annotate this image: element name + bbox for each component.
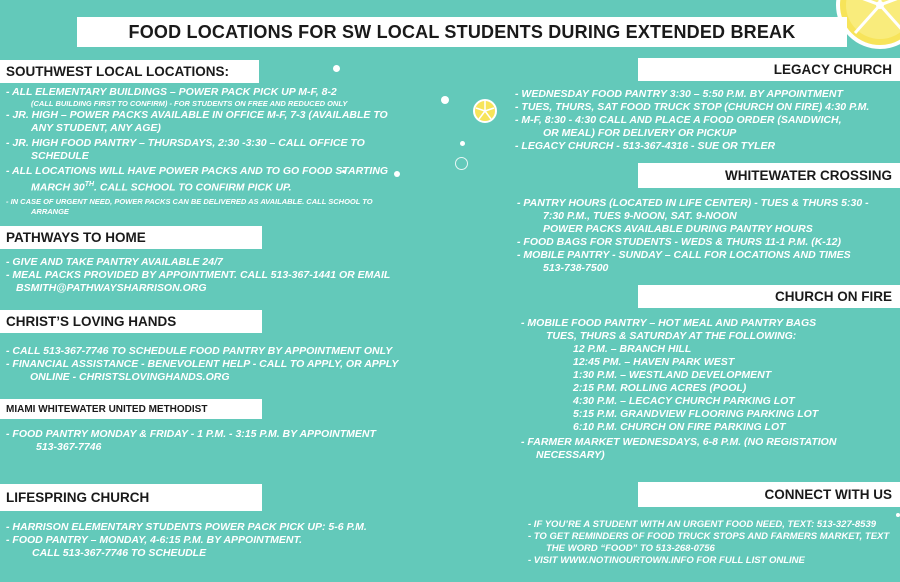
whitewater-line: - FOOD BAGS FOR STUDENTS - WEDS & THURS 11-1 P.M. (K-12) — [517, 236, 841, 248]
southwest-date-suffix: TH — [84, 181, 95, 188]
southwest-date: MARCH 30 — [31, 181, 85, 194]
fire-header: CHURCH ON FIRE — [638, 285, 900, 308]
fire-stop: 12 P.M. – BRANCH HILL — [573, 343, 692, 355]
pathways-line: BSMITH@PATHWAYSHARRISON.ORG — [16, 282, 207, 294]
legacy-line: - LEGACY CHURCH - 513-367-4316 - SUE OR TYLER — [515, 140, 776, 152]
bubble-decoration — [394, 171, 400, 177]
pathways-body — [6, 256, 390, 295]
fire-stop: 2:15 P.M. ROLLING ACRES (POOL) — [573, 382, 747, 394]
southwest-line: - JR. HIGH FOOD PANTRY – THURSDAYS, 2:30 -3:30 – CALL OFFICE TO — [6, 137, 365, 149]
whitewater-line: 7:30 P.M., TUES 9-NOON, SAT. 9-NOON — [543, 210, 737, 222]
southwest-line: (CALL BUILDING FIRST TO CONFIRM) - FOR STUDENTS ON FREE AND REDUCED ONLY — [31, 99, 348, 108]
southwest-header: SOUTHWEST LOCAL LOCATIONS: — [0, 60, 259, 83]
christs-line: ONLINE - CHRISTSLOVINGHANDS.ORG — [30, 371, 230, 383]
pathways-line: - MEAL PACKS PROVIDED BY APPOINTMENT. CALL 513-367-1441 OR EMAIL — [6, 269, 391, 281]
bubble-decoration — [896, 513, 900, 517]
lifespring-body — [6, 521, 367, 560]
southwest-date-rest: . CALL SCHOOL TO CONFIRM PICK UP. — [94, 181, 292, 194]
connect-line: THE WORD “FOOD” TO 513-268-0756 — [546, 543, 715, 554]
connect-line: - TO GET REMINDERS OF FOOD TRUCK STOPS AND FARMERS MARKET, TEXT — [528, 531, 890, 542]
connect-body — [528, 519, 889, 567]
southwest-line: SCHEDULE — [31, 150, 89, 162]
connect-header: CONNECT WITH US — [638, 482, 900, 507]
southwest-line: - ALL ELEMENTARY BUILDINGS – POWER PACK PICK UP M-F, 8-2 — [6, 86, 337, 98]
miami-line: - FOOD PANTRY MONDAY & FRIDAY - 1 P.M. - 3:15 P.M. BY APPOINTMENT — [6, 428, 376, 440]
whitewater-body — [517, 197, 869, 275]
christs-header: CHRIST’S LOVING HANDS — [0, 310, 262, 333]
small-lemon-icon — [473, 99, 497, 123]
lifespring-header: LIFESPRING CHURCH — [0, 484, 262, 511]
fire-stop: 4:30 P.M. – LECACY CHURCH PARKING LOT — [573, 395, 795, 407]
fire-stop: 5:15 P.M. GRANDVIEW FLOORING PARKING LOT — [573, 408, 819, 420]
pathways-line: - GIVE AND TAKE PANTRY AVAILABLE 24/7 — [6, 256, 223, 268]
whitewater-line: POWER PACKS AVAILABLE DURING PANTRY HOURS — [543, 223, 813, 235]
fire-line: TUES, THURS & SATURDAY AT THE FOLLOWING: — [546, 330, 797, 342]
connect-line: - IF YOU’RE A STUDENT WITH AN URGENT FOOD NEED, TEXT: 513-327-8539 — [528, 519, 877, 530]
legacy-line: - M-F, 8:30 - 4:30 CALL AND PLACE A FOOD ORDER (SANDWICH, — [515, 114, 842, 126]
pathways-header: PATHWAYS TO HOME — [0, 226, 262, 249]
southwest-line: ANY STUDENT, ANY AGE) — [31, 122, 161, 134]
legacy-line: OR MEAL) FOR DELIVERY OR PICKUP — [543, 127, 737, 139]
legacy-header: LEGACY CHURCH — [638, 58, 900, 81]
southwest-line: - IN CASE OF URGENT NEED, POWER PACKS CAN BE DELIVERED AS AVAILABLE. CALL SCHOOL TO — [6, 196, 373, 206]
southwest-line: ARRANGE — [31, 206, 69, 216]
whitewater-header: WHITEWATER CROSSING — [638, 163, 900, 188]
lifespring-line: - FOOD PANTRY – MONDAY, 4-6:15 P.M. BY APPOINTMENT. — [6, 534, 302, 546]
whitewater-line: - MOBILE PANTRY - SUNDAY – CALL FOR LOCATIONS AND TIMES — [517, 249, 851, 261]
legacy-line: - TUES, THURS, SAT FOOD TRUCK STOP (CHURCH ON FIRE) 4:30 P.M. — [515, 101, 870, 113]
southwest-line: - JR. HIGH – POWER PACKS AVAILABLE IN OFFICE M-F, 7-3 (AVAILABLE TO — [6, 109, 388, 121]
christs-line: - FINANCIAL ASSISTANCE - BENEVOLENT HELP - CALL TO APPLY, OR APPLY — [6, 358, 399, 370]
fire-line: NECESSARY) — [536, 449, 605, 461]
legacy-line: - WEDNESDAY FOOD PANTRY 3:30 – 5:50 P.M. BY APPOINTMENT — [515, 88, 843, 100]
fire-stop: 12:45 PM. – HAVEN PARK WEST — [573, 356, 735, 368]
lifespring-line: CALL 513-367-7746 TO SCHEUDLE — [32, 547, 207, 559]
miami-header: MIAMI WHITEWATER UNITED METHODIST — [0, 399, 262, 419]
bubble-decoration — [455, 157, 468, 170]
page-title: FOOD LOCATIONS FOR SW LOCAL STUDENTS DURING EXTENDED BREAK — [77, 17, 847, 47]
bubble-decoration — [333, 65, 340, 72]
bubble-decoration — [460, 141, 465, 146]
whitewater-line: - PANTRY HOURS (LOCATED IN LIFE CENTER) - TUES & THURS 5:30 - — [517, 197, 869, 209]
legacy-body — [515, 88, 869, 153]
lifespring-line: - HARRISON ELEMENTARY STUDENTS POWER PACK PICK UP: 5-6 P.M. — [6, 521, 367, 533]
connect-line: - VISIT WWW.NOTINOURTOWN.INFO FOR FULL LIST ONLINE — [528, 555, 805, 566]
whitewater-line: 513-738-7500 — [543, 262, 609, 274]
miami-line: 513-367-7746 — [36, 441, 102, 453]
miami-body — [6, 428, 376, 454]
bubble-decoration — [441, 96, 449, 104]
southwest-line — [6, 178, 388, 195]
fire-body — [521, 317, 836, 462]
fire-stop: 6:10 P.M. CHURCH ON FIRE PARKING LOT — [573, 421, 786, 433]
fire-stop: 1:30 P.M. – WESTLAND DEVELOPMENT — [573, 369, 772, 381]
southwest-line: - ALL LOCATIONS WILL HAVE POWER PACKS AND TO GO FOOD STARTING — [6, 165, 389, 177]
fire-line: - MOBILE FOOD PANTRY – HOT MEAL AND PANTRY BAGS — [521, 317, 817, 329]
southwest-body — [6, 86, 388, 217]
christs-body — [6, 345, 398, 384]
christs-line: - CALL 513-367-7746 TO SCHEDULE FOOD PANTRY BY APPOINTMENT ONLY — [6, 345, 393, 357]
fire-line: - FARMER MARKET WEDNESDAYS, 6-8 P.M. (NO REGISTATION — [521, 436, 837, 448]
